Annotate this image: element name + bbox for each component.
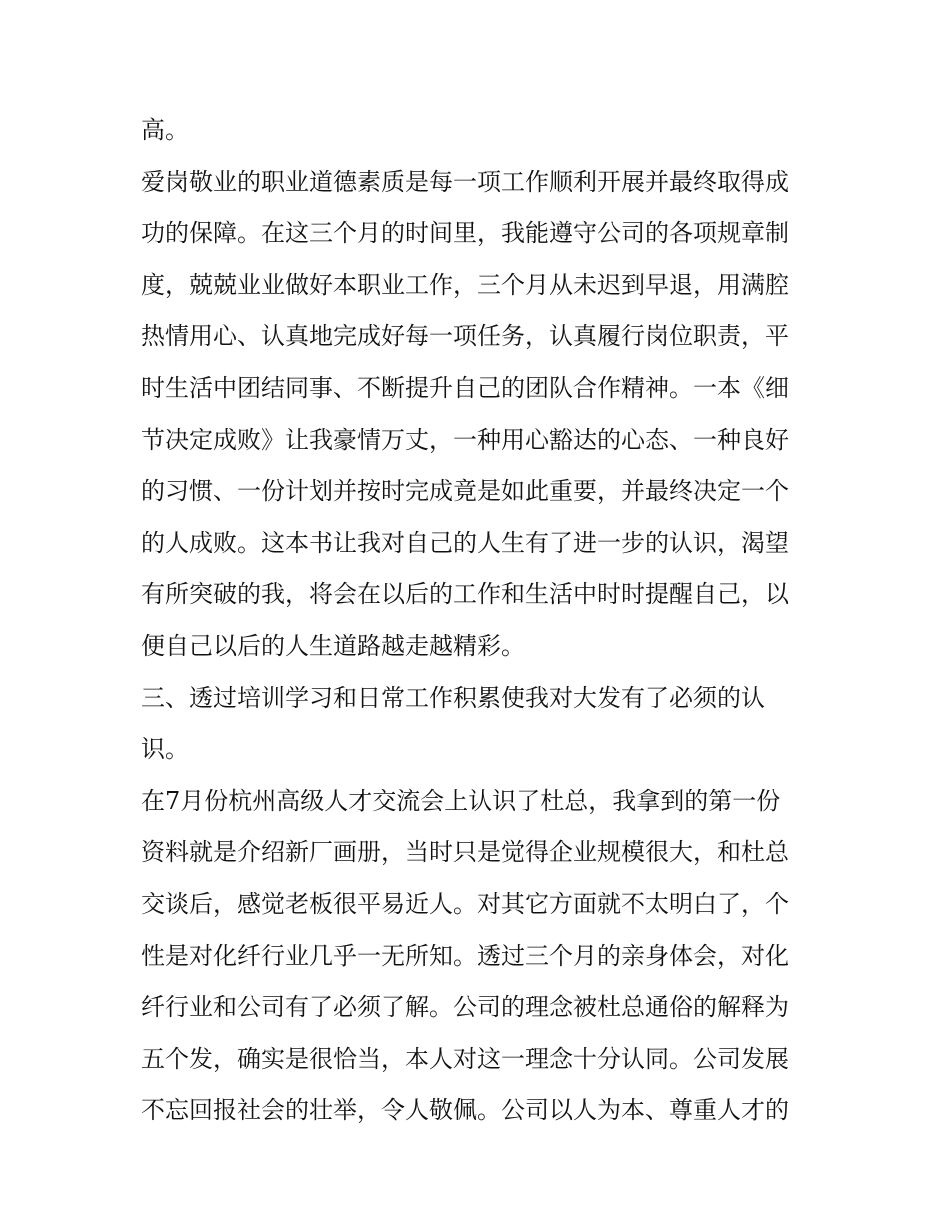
body-text — [141, 105, 821, 1137]
text-line: 有所突破的我，将会在以后的工作和生活中时时提醒自己，以 — [141, 580, 789, 609]
section-heading-line: 三、透过培训学习和日常工作积累使我对大发有了必须的认 — [141, 683, 765, 712]
text-line: 度，兢兢业业做好本职业工作，三个月从未迟到早退，用满腔 — [141, 270, 789, 299]
text-line: 功的保障。在这三个月的时间里，我能遵守公司的各项规章制 — [141, 219, 789, 248]
text-line: 纤行业和公司有了必须了解。公司的理念被杜总通俗的解释为 — [141, 993, 789, 1022]
text-line: 热情用心、认真地完成好每一项任务，认真履行岗位职责，平 — [141, 322, 789, 351]
section-heading-line: 识。 — [141, 735, 189, 764]
text-line: 的人成败。这本书让我对自己的人生有了进一步的认识，渴望 — [141, 528, 789, 557]
text-line: 交谈后，感觉老板很平易近人。对其它方面就不太明白了，个 — [141, 889, 789, 918]
text-line: 便自己以后的人生道路越走越精彩。 — [141, 631, 525, 660]
text-line: 在7月份杭州高级人才交流会上认识了杜总，我拿到的第一份 — [141, 786, 781, 815]
text-line: 的习惯、一份计划并按时完成竟是如此重要，并最终决定一个 — [141, 477, 789, 506]
text-line: 爱岗敬业的职业道德素质是每一项工作顺利开展并最终取得成 — [141, 167, 789, 196]
text-line: 高。 — [141, 116, 189, 144]
text-line: 性是对化纤行业几乎一无所知。透过三个月的亲身体会，对化 — [141, 941, 789, 970]
text-line: 不忘回报社会的壮举，令人敬佩。公司以人为本、尊重人才的 — [141, 1096, 789, 1125]
text-line: 时生活中团结同事、不断提升自己的团队合作精神。一本《细 — [141, 373, 789, 402]
text-line: 五个发，确实是很恰当，本人对这一理念十分认同。公司发展 — [141, 1044, 789, 1073]
text-line: 资料就是介绍新厂画册，当时只是觉得企业规模很大，和杜总 — [141, 838, 789, 867]
text-line: 节决定成败》让我豪情万丈，一种用心豁达的心态、一种良好 — [141, 425, 789, 454]
